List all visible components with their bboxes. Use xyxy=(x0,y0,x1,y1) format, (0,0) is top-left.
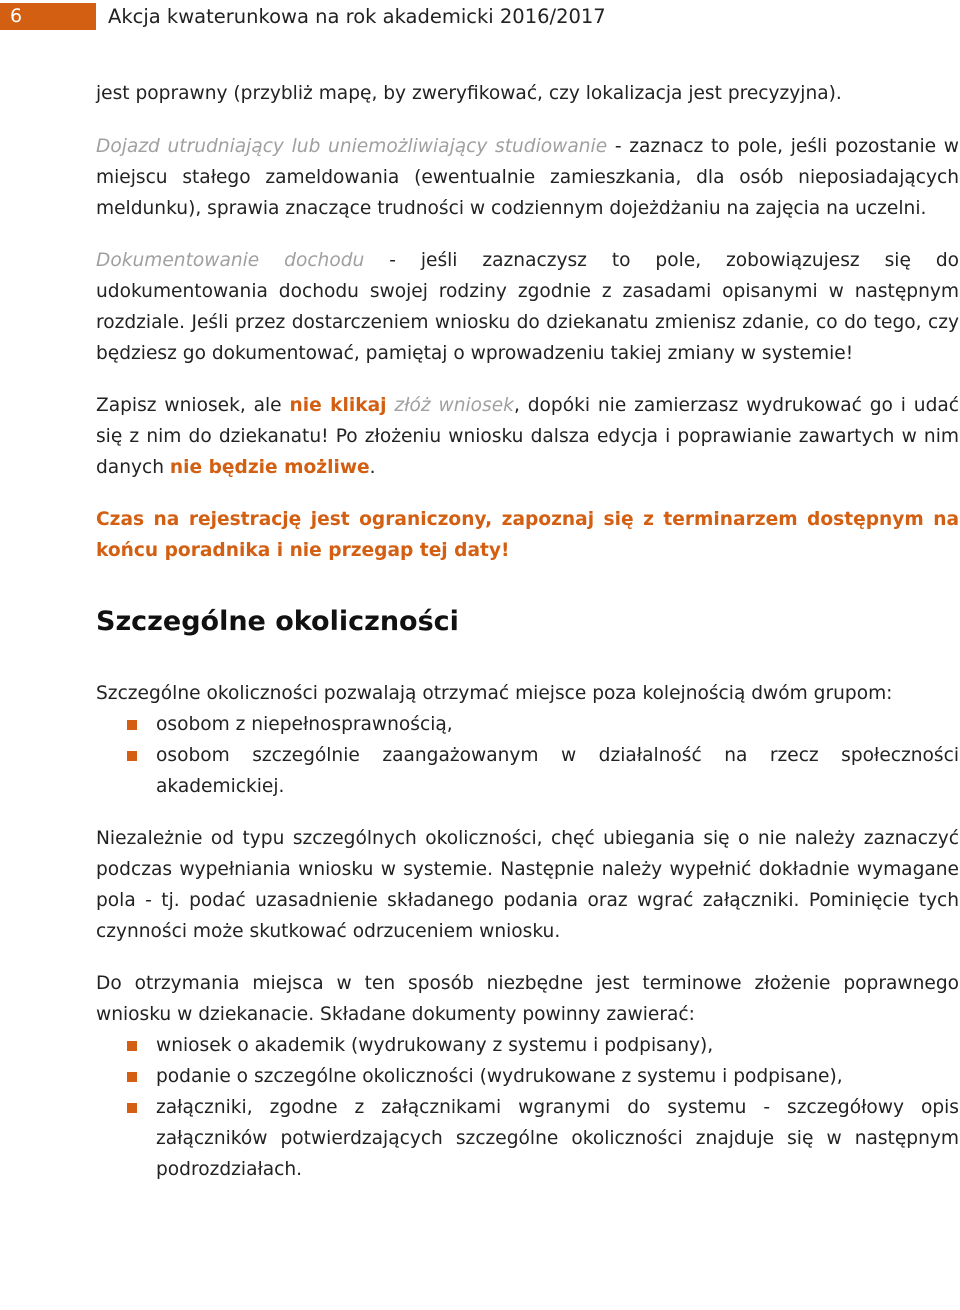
paragraph-commute xyxy=(96,131,959,224)
documents-list xyxy=(96,1030,959,1185)
list-item xyxy=(96,709,959,740)
paragraph-deadline-warning: Czas na rejestrację jest ograniczony, zapoznaj się z terminarzem dostępnym na końcu poradnika i nie przegap tej daty! xyxy=(96,509,959,561)
list-item xyxy=(96,1092,959,1185)
term-income: Dokumentowanie dochodu xyxy=(96,250,365,271)
save-warning-text: Zapisz wniosek, ale xyxy=(96,395,290,416)
square-bullet-icon xyxy=(127,751,137,761)
square-bullet-icon xyxy=(127,1041,137,1051)
save-warning-text-2: , dopóki nie zamierzasz wydrukować go i udać się z nim do dziekanatu! Po złożeniu wniosku dalsza edycja i poprawianie zawartych w nim danych xyxy=(96,395,959,478)
page-number: 6 xyxy=(0,3,96,30)
period: . xyxy=(369,457,376,478)
square-bullet-icon xyxy=(127,720,137,730)
list-item xyxy=(96,1030,959,1061)
paragraph-regardless: Niezależnie od typu szczególnych okoliczności, chęć ubiegania się o nie należy zaznaczyć podczas wypełniania wniosku w systemie. Następnie należy wypełnić dokładnie wymagane pola - tj. podać uzasadnienie składanego podania oraz wgrać załączniki. Pominięcie tych czynności może skutkować odrzuceniem wniosku. xyxy=(96,828,959,942)
section-heading: Szczególne okoliczności xyxy=(96,606,459,637)
header-title: Akcja kwaterunkowa na rok akademicki 2016/2017 xyxy=(108,5,606,28)
paragraph-income xyxy=(96,245,959,369)
submit-term: złóż wniosek xyxy=(394,395,514,416)
list-item xyxy=(96,740,959,802)
square-bullet-icon xyxy=(127,1072,137,1082)
paragraph-special-intro: Szczególne okoliczności pozwalają otrzymać miejsce poza kolejnością dwóm grupom: xyxy=(96,683,893,704)
term-commute: Dojazd utrudniający lub uniemożliwiający studiowanie xyxy=(96,136,608,157)
special-groups-list xyxy=(96,709,959,802)
income-description: - jeśli zaznaczysz to pole, zobowiązujesz się do udokumentowania dochodu swojej rodziny zgodnie z zasadami opisanymi w następnym rozdziale. Jeśli przez dostarczeniem wniosku do dziekanatu zmienisz zdanie, co do tego, czy będziesz go dokumentować, pamiętaj o wprowadzeniu takiej zmiany w systemie! xyxy=(96,250,959,364)
page-header xyxy=(0,0,960,33)
not-possible-emphasis: nie będzie możliwe xyxy=(169,457,370,478)
list-item-text: wniosek o akademik (wydrukowany z systemu i podpisany), xyxy=(156,1035,714,1056)
commute-description: - zaznacz to pole, jeśli pozostanie w miejscu stałego zameldowania (ewentualnie zamieszkania, dla osób nieposiadających meldunku), sprawia znaczące trudności w codziennym dojeżdżaniu na zajęcia na uczelni. xyxy=(96,136,959,219)
paragraph-save-warning xyxy=(96,390,959,483)
list-item-text: osobom z niepełnosprawnością, xyxy=(156,714,453,735)
dont-click-emphasis: nie klikaj xyxy=(289,395,387,416)
square-bullet-icon xyxy=(127,1103,137,1113)
paragraph-documents-intro: Do otrzymania miejsca w ten sposób niezbędne jest terminowe złożenie poprawnego wniosku w dziekanacie. Składane dokumenty powinny zawierać: xyxy=(96,973,959,1025)
list-item-text: załączniki, zgodne z załącznikami wgranymi do systemu - szczegółowy opis załączników potwierdzających szczególne okoliczności znajduje się w następnym podrozdziałach. xyxy=(156,1097,959,1180)
list-item-text: osobom szczególnie zaangażowanym w działalność na rzecz społeczności akademickiej. xyxy=(156,745,959,797)
paragraph-location: jest poprawny (przybliż mapę, by zweryfikować, czy lokalizacja jest precyzyjna). xyxy=(96,83,842,104)
list-item-text: podanie o szczególne okoliczności (wydrukowane z systemu i podpisane), xyxy=(156,1066,843,1087)
document-body xyxy=(96,78,959,1185)
list-item xyxy=(96,1061,959,1092)
